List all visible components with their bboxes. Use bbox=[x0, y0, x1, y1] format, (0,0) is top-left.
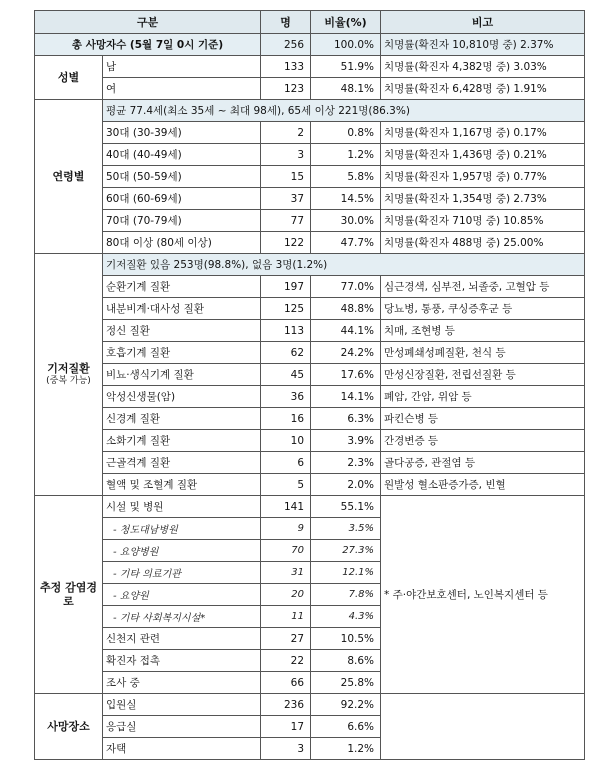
row-percent: 30.0% bbox=[311, 210, 381, 232]
row-count: 3 bbox=[261, 144, 311, 166]
age-summary-row bbox=[35, 100, 585, 122]
row-note: 폐암, 간암, 위암 등 bbox=[381, 386, 585, 408]
total-label: 총 사망자수 (5월 7일 0시 기준) bbox=[35, 34, 261, 56]
row-percent: 3.5% bbox=[311, 518, 381, 540]
place-category: 사망장소 bbox=[35, 694, 103, 760]
row-note: 간경변증 등 bbox=[381, 430, 585, 452]
row-count: 36 bbox=[261, 386, 311, 408]
table-row bbox=[35, 122, 585, 144]
row-label: - 기타 의료기관 bbox=[103, 562, 261, 584]
row-count: 123 bbox=[261, 78, 311, 100]
row-count: 6 bbox=[261, 452, 311, 474]
row-label: 소화기계 질환 bbox=[103, 430, 261, 452]
row-label: 신경계 질환 bbox=[103, 408, 261, 430]
row-label: - 기타 사회복지시설* bbox=[103, 606, 261, 628]
table-row bbox=[35, 474, 585, 496]
row-count: 66 bbox=[261, 672, 311, 694]
row-count: 125 bbox=[261, 298, 311, 320]
row-note: 당뇨병, 통풍, 쿠싱증후군 등 bbox=[381, 298, 585, 320]
row-label: - 요양병원 bbox=[103, 540, 261, 562]
row-label: 호흡기계 질환 bbox=[103, 342, 261, 364]
row-percent: 6.6% bbox=[311, 716, 381, 738]
row-count: 141 bbox=[261, 496, 311, 518]
row-label: 확진자 접촉 bbox=[103, 650, 261, 672]
row-percent: 24.2% bbox=[311, 342, 381, 364]
row-percent: 7.8% bbox=[311, 584, 381, 606]
row-count: 113 bbox=[261, 320, 311, 342]
row-percent: 17.6% bbox=[311, 364, 381, 386]
table-row bbox=[35, 452, 585, 474]
row-count: 70 bbox=[261, 540, 311, 562]
row-label: - 요양원 bbox=[103, 584, 261, 606]
header-count: 명 bbox=[261, 11, 311, 34]
row-note: 치매, 조현병 등 bbox=[381, 320, 585, 342]
row-percent: 47.7% bbox=[311, 232, 381, 254]
table-row bbox=[35, 342, 585, 364]
route-note: * 주·야간보호센터, 노인복지센터 등 bbox=[381, 496, 585, 694]
row-percent: 25.8% bbox=[311, 672, 381, 694]
row-percent: 2.3% bbox=[311, 452, 381, 474]
row-label: 응급실 bbox=[103, 716, 261, 738]
route-category bbox=[35, 496, 103, 694]
row-note: 만성신장질환, 전립선질환 등 bbox=[381, 364, 585, 386]
disease-subtitle: (중복 가능) bbox=[46, 375, 91, 386]
row-note: 치명률(확진자 1,167명 중) 0.17% bbox=[381, 122, 585, 144]
row-percent: 4.3% bbox=[311, 606, 381, 628]
row-percent: 5.8% bbox=[311, 166, 381, 188]
table-row bbox=[35, 430, 585, 452]
row-percent: 51.9% bbox=[311, 56, 381, 78]
row-label: 60대 (60-69세) bbox=[103, 188, 261, 210]
row-percent: 0.8% bbox=[311, 122, 381, 144]
row-percent: 12.1% bbox=[311, 562, 381, 584]
row-percent: 77.0% bbox=[311, 276, 381, 298]
gender-category: 성별 bbox=[35, 56, 103, 100]
row-percent: 10.5% bbox=[311, 628, 381, 650]
row-count: 16 bbox=[261, 408, 311, 430]
row-label: 정신 질환 bbox=[103, 320, 261, 342]
table-row bbox=[35, 364, 585, 386]
row-count: 236 bbox=[261, 694, 311, 716]
row-percent: 14.5% bbox=[311, 188, 381, 210]
row-percent: 92.2% bbox=[311, 694, 381, 716]
row-label: 근골격계 질환 bbox=[103, 452, 261, 474]
row-label: 혈액 및 조혈계 질환 bbox=[103, 474, 261, 496]
total-count: 256 bbox=[261, 34, 311, 56]
row-percent: 27.3% bbox=[311, 540, 381, 562]
row-note: 심근경색, 심부전, 뇌졸중, 고혈압 등 bbox=[381, 276, 585, 298]
row-note: 원발성 혈소판증가증, 빈혈 bbox=[381, 474, 585, 496]
row-note: 치명률(확진자 1,957명 중) 0.77% bbox=[381, 166, 585, 188]
row-note: 치명률(확진자 488명 중) 25.00% bbox=[381, 232, 585, 254]
table-row bbox=[35, 694, 585, 716]
route-title: 추정 감염경로 bbox=[40, 580, 97, 608]
row-percent: 1.2% bbox=[311, 738, 381, 760]
row-count: 197 bbox=[261, 276, 311, 298]
row-label: 조사 중 bbox=[103, 672, 261, 694]
table-row bbox=[35, 232, 585, 254]
row-label: 악성신생물(암) bbox=[103, 386, 261, 408]
row-label: 순환기계 질환 bbox=[103, 276, 261, 298]
death-statistics-table bbox=[34, 10, 585, 760]
table-row bbox=[35, 56, 585, 78]
row-count: 62 bbox=[261, 342, 311, 364]
row-label: 50대 (50-59세) bbox=[103, 166, 261, 188]
row-percent: 1.2% bbox=[311, 144, 381, 166]
row-note: 치명률(확진자 4,382명 중) 3.03% bbox=[381, 56, 585, 78]
row-percent: 14.1% bbox=[311, 386, 381, 408]
row-note: 치명률(확진자 1,354명 중) 2.73% bbox=[381, 188, 585, 210]
row-label: 입원실 bbox=[103, 694, 261, 716]
row-percent: 48.8% bbox=[311, 298, 381, 320]
row-percent: 2.0% bbox=[311, 474, 381, 496]
row-count: 15 bbox=[261, 166, 311, 188]
row-note: 치명률(확진자 710명 중) 10.85% bbox=[381, 210, 585, 232]
total-percent: 100.0% bbox=[311, 34, 381, 56]
table-row bbox=[35, 188, 585, 210]
row-count: 11 bbox=[261, 606, 311, 628]
row-label: 여 bbox=[103, 78, 261, 100]
row-label: 시설 및 병원 bbox=[103, 496, 261, 518]
row-label: 신천지 관련 bbox=[103, 628, 261, 650]
place-note bbox=[381, 694, 585, 760]
row-percent: 55.1% bbox=[311, 496, 381, 518]
row-percent: 8.6% bbox=[311, 650, 381, 672]
table-row bbox=[35, 298, 585, 320]
row-count: 9 bbox=[261, 518, 311, 540]
disease-category bbox=[35, 254, 103, 496]
table-row bbox=[35, 386, 585, 408]
statistics-document bbox=[34, 10, 584, 760]
table-row bbox=[35, 496, 585, 518]
row-count: 37 bbox=[261, 188, 311, 210]
row-count: 2 bbox=[261, 122, 311, 144]
row-percent: 3.9% bbox=[311, 430, 381, 452]
row-percent: 44.1% bbox=[311, 320, 381, 342]
table-row bbox=[35, 166, 585, 188]
header-percent: 비율(%) bbox=[311, 11, 381, 34]
age-summary: 평균 77.4세(최소 35세 ~ 최대 98세), 65세 이상 221명(86.3%) bbox=[103, 100, 585, 122]
disease-summary: 기저질환 있음 253명(98.8%), 없음 3명(1.2%) bbox=[103, 254, 585, 276]
age-category: 연령별 bbox=[35, 100, 103, 254]
table-row bbox=[35, 144, 585, 166]
total-note: 치명률(확진자 10,810명 중) 2.37% bbox=[381, 34, 585, 56]
total-row bbox=[35, 34, 585, 56]
row-label: - 청도대남병원 bbox=[103, 518, 261, 540]
row-count: 27 bbox=[261, 628, 311, 650]
row-label: 80대 이상 (80세 이상) bbox=[103, 232, 261, 254]
row-label: 비뇨·생식기계 질환 bbox=[103, 364, 261, 386]
row-label: 자택 bbox=[103, 738, 261, 760]
header-note: 비고 bbox=[381, 11, 585, 34]
row-label: 30대 (30-39세) bbox=[103, 122, 261, 144]
row-note: 골다공증, 관절염 등 bbox=[381, 452, 585, 474]
disease-title: 기저질환 bbox=[47, 362, 90, 375]
row-count: 10 bbox=[261, 430, 311, 452]
row-count: 133 bbox=[261, 56, 311, 78]
header-row bbox=[35, 11, 585, 34]
disease-summary-row bbox=[35, 254, 585, 276]
row-count: 77 bbox=[261, 210, 311, 232]
table-row bbox=[35, 210, 585, 232]
row-count: 20 bbox=[261, 584, 311, 606]
row-count: 22 bbox=[261, 650, 311, 672]
row-percent: 6.3% bbox=[311, 408, 381, 430]
row-note: 파킨슨병 등 bbox=[381, 408, 585, 430]
row-note: 만성폐쇄성폐질환, 천식 등 bbox=[381, 342, 585, 364]
row-label: 남 bbox=[103, 56, 261, 78]
table-row bbox=[35, 276, 585, 298]
row-label: 70대 (70-79세) bbox=[103, 210, 261, 232]
table-row bbox=[35, 408, 585, 430]
row-label: 40대 (40-49세) bbox=[103, 144, 261, 166]
row-count: 45 bbox=[261, 364, 311, 386]
row-note: 치명률(확진자 1,436명 중) 0.21% bbox=[381, 144, 585, 166]
row-percent: 48.1% bbox=[311, 78, 381, 100]
row-note: 치명률(확진자 6,428명 중) 1.91% bbox=[381, 78, 585, 100]
row-count: 122 bbox=[261, 232, 311, 254]
row-count: 5 bbox=[261, 474, 311, 496]
row-count: 31 bbox=[261, 562, 311, 584]
row-count: 17 bbox=[261, 716, 311, 738]
row-count: 3 bbox=[261, 738, 311, 760]
table-row bbox=[35, 78, 585, 100]
table-row bbox=[35, 320, 585, 342]
header-category: 구분 bbox=[35, 11, 261, 34]
row-label: 내분비계·대사성 질환 bbox=[103, 298, 261, 320]
